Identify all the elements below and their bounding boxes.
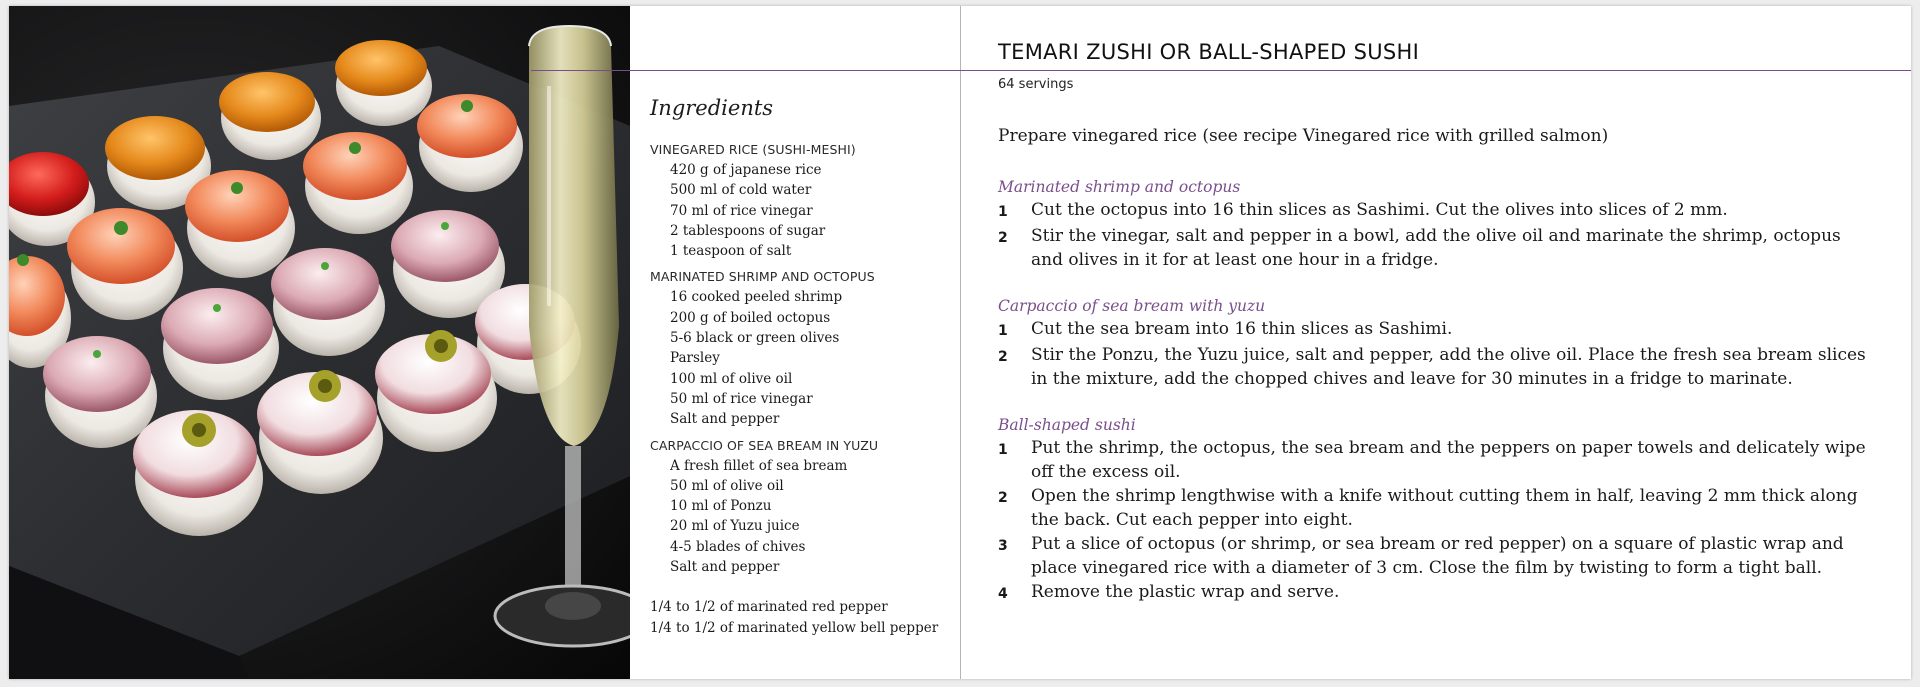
ingredient-section-items xyxy=(650,287,955,429)
method-group-heading: Carpaccio of sea bream with yuzu xyxy=(998,297,1266,315)
method-step xyxy=(998,436,1878,484)
servings: 64 servings xyxy=(998,77,1074,92)
ingredient-item: A fresh fillet of sea bream xyxy=(670,457,848,474)
sushi-illustration xyxy=(9,6,630,679)
extra-item: 1/4 to 1/2 of marinated yellow bell pepper xyxy=(650,619,939,636)
ingredient-item: 4-5 blades of chives xyxy=(670,538,806,555)
method-step xyxy=(998,224,1878,272)
method-group xyxy=(998,176,1878,272)
step-number: 2 xyxy=(998,349,1008,365)
step-text: Open the shrimp lengthwise with a knife without cutting them in half, leaving 2 mm thick along the back. Cut each pepper into eight. xyxy=(1031,486,1858,530)
method-step xyxy=(998,198,1878,224)
extra-item: 1/4 to 1/2 of marinated red pepper xyxy=(650,599,888,616)
ingredient-item: 70 ml of rice vinegar xyxy=(670,202,813,219)
method-group xyxy=(998,295,1878,391)
ingredient-item: 420 g of japanese rice xyxy=(670,162,822,178)
method-step xyxy=(998,317,1878,343)
ingredient-item: 500 ml of cold water xyxy=(670,182,812,199)
step-text: Cut the octopus into 16 thin slices as Sashimi. Cut the olives into slices of 2 mm. xyxy=(1031,200,1728,220)
ingredients-heading: Ingredients xyxy=(650,96,774,120)
ingredient-section-items xyxy=(650,160,955,261)
step-number: 1 xyxy=(998,442,1008,458)
step-text: Cut the sea bream into 16 thin slices as Sashimi. xyxy=(1031,319,1453,339)
ingredient-item: 1 teaspoon of salt xyxy=(670,243,792,260)
ingredient-item: 200 g of boiled octopus xyxy=(670,309,831,326)
prep-note: Prepare vinegared rice (see recipe Vinegared rice with grilled salmon) xyxy=(998,126,1609,146)
ingredient-item: 50 ml of olive oil xyxy=(670,477,784,494)
step-number: 3 xyxy=(998,538,1008,554)
method-step xyxy=(998,343,1878,391)
ingredient-item: 16 cooked peeled shrimp xyxy=(670,289,843,306)
sushi-photo xyxy=(9,6,630,679)
method-step xyxy=(998,580,1878,606)
method-steps xyxy=(998,176,1878,629)
ingredients-list xyxy=(650,140,955,638)
ingredient-item: 2 tablespoons of sugar xyxy=(670,222,826,239)
method-group xyxy=(998,414,1878,606)
step-text: Stir the vinegar, salt and pepper in a bowl, add the olive oil and marinate the shrimp, octopus and olives in it for at least one hour in a fridge. xyxy=(1031,226,1841,270)
ingredient-section-title: MARINATED SHRIMP AND OCTOPUS xyxy=(650,269,875,285)
ingredient-section-items xyxy=(650,456,955,578)
ingredient-item: Parsley xyxy=(670,350,720,367)
ingredient-item: 50 ml of rice vinegar xyxy=(670,390,813,407)
step-text: Remove the plastic wrap and serve. xyxy=(1031,582,1340,602)
step-number: 4 xyxy=(998,586,1008,602)
book-spread xyxy=(9,6,1911,679)
ingredient-item: Salt and pepper xyxy=(670,559,780,576)
method-group-heading: Marinated shrimp and octopus xyxy=(998,178,1241,196)
ingredient-item: 10 ml of Ponzu xyxy=(670,498,772,515)
step-number: 1 xyxy=(998,323,1008,339)
step-text: Put a slice of octopus (or shrimp, or sea bream or red pepper) on a square of plastic wrap and place vinegared rice with a diameter of 3 cm. Close the film by twisting to form a tight ball. xyxy=(1031,534,1844,578)
step-text: Put the shrimp, the octopus, the sea bream and the peppers on paper towels and delicately wipe off the excess oil. xyxy=(1031,438,1866,482)
ingredient-section-title: CARPACCIO OF SEA BREAM IN YUZU xyxy=(650,437,879,453)
method-step xyxy=(998,484,1878,532)
method-group-heading: Ball-shaped sushi xyxy=(998,416,1136,434)
method-page xyxy=(961,6,1911,679)
method-step xyxy=(998,532,1878,580)
ingredient-section-title: VINEGARED RICE (SUSHI-MESHI) xyxy=(650,142,856,157)
title-rule xyxy=(531,70,1911,71)
step-text: Stir the Ponzu, the Yuzu juice, salt and pepper, add the olive oil. Place the fresh sea bream slices in the mixture, add the chopped chives and leave for 30 minutes in a fridge to marinate. xyxy=(1031,345,1866,389)
step-number: 1 xyxy=(998,204,1008,220)
ingredient-item: Salt and pepper xyxy=(670,411,780,428)
ingredient-item: 5-6 black or green olives xyxy=(670,330,840,347)
ingredient-extras xyxy=(650,597,955,638)
step-number: 2 xyxy=(998,230,1008,246)
ingredient-item: 100 ml of olive oil xyxy=(670,370,793,387)
recipe-title: TEMARI ZUSHI OR BALL-SHAPED SUSHI xyxy=(998,40,1420,64)
ingredient-item: 20 ml of Yuzu juice xyxy=(670,518,800,535)
ingredients-column xyxy=(630,6,960,679)
step-number: 2 xyxy=(998,490,1008,506)
